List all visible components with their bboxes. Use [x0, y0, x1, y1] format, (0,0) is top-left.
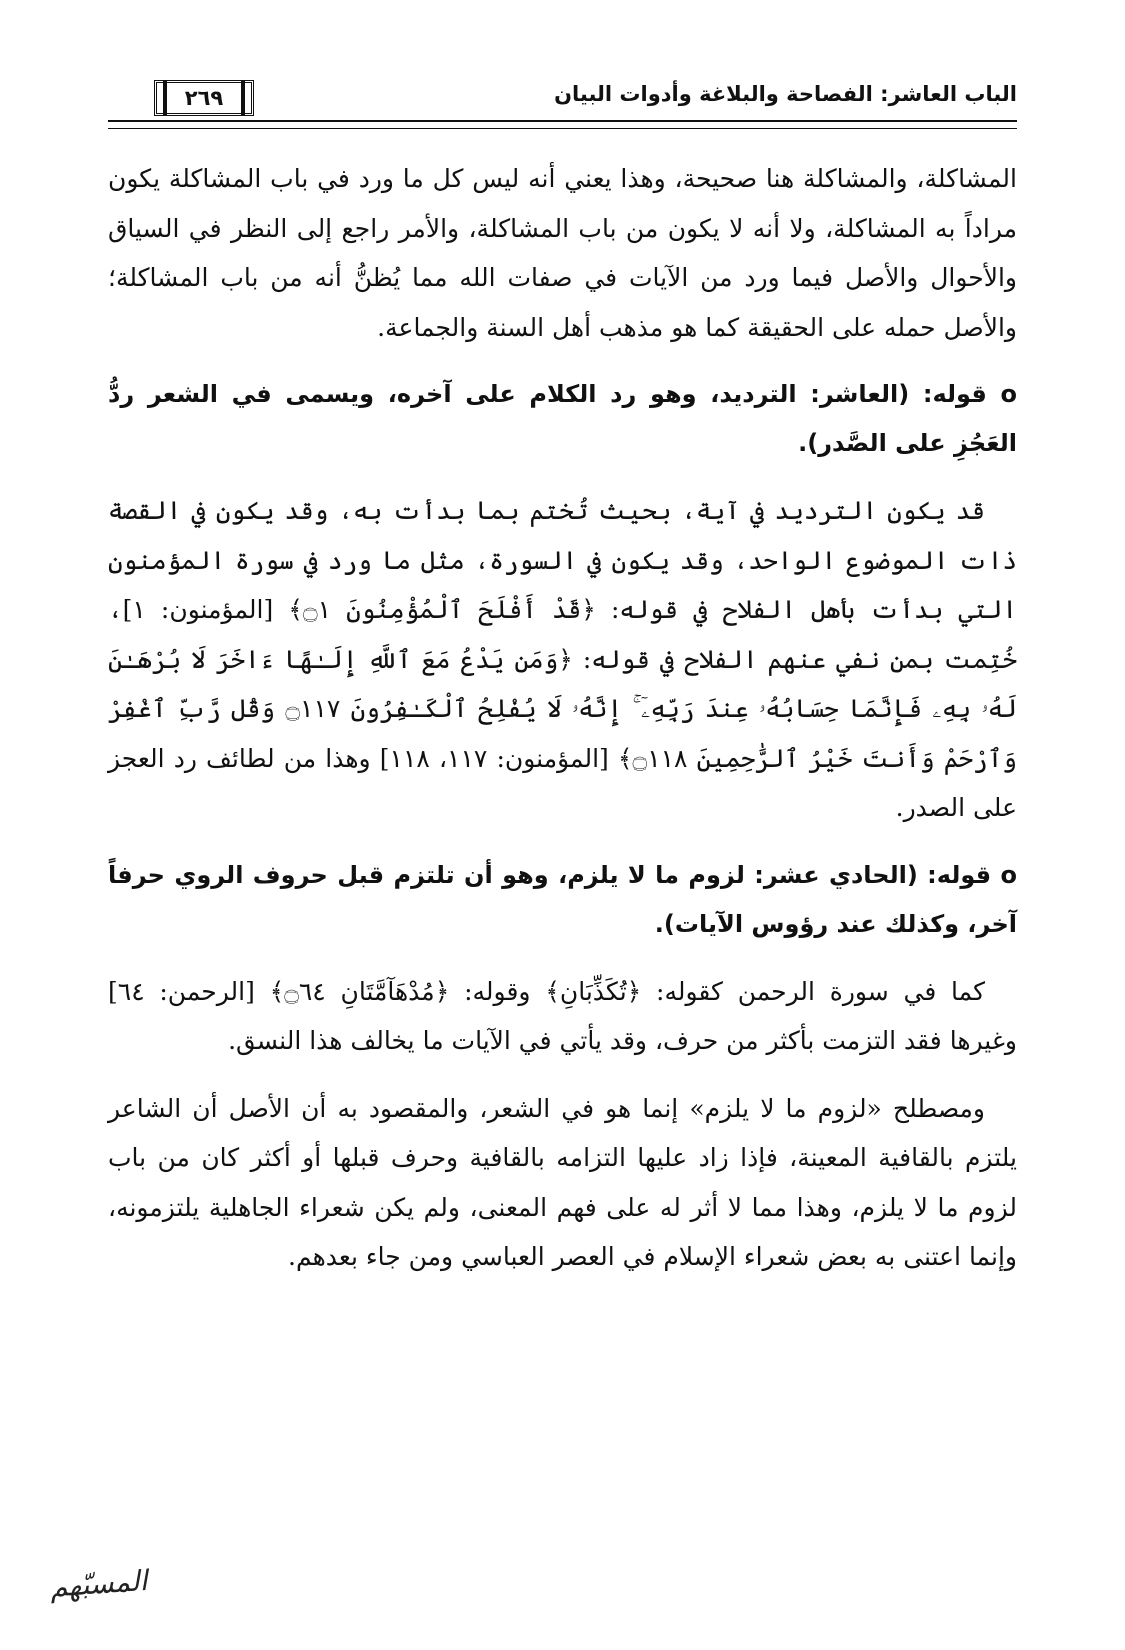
chapter-title: الباب العاشر: الفصاحة والبلاغة وأدوات البيان	[554, 82, 1017, 106]
page-body	[108, 154, 1017, 1282]
page-number: ٢٦٩	[154, 80, 254, 116]
watermark-stamp: المسبّهم	[48, 1563, 149, 1604]
page-header	[108, 72, 1017, 134]
paragraph-tardid: قد يكون الترديد في آية، بحيث تُختم بما بدأت به، وقد يكون في القصة ذات الموضوع الواحد، وقد يكون في السورة، مثل ما ورد في سورة المؤمنون التي بدأت بأهل الفلاح في قوله: ﴿قَدْ أَفْلَحَ ٱلْمُؤْمِنُونَ ۝١﴾ [المؤمنون: ١]، خُتِمت بمن نفي عنهم الفلاح في قوله: ﴿وَمَن يَدْعُ مَعَ ٱللَّهِ إِلَـٰهًا ءَاخَرَ لَا بُرْهَـٰنَ لَهُۥ بِهِۦ فَإِنَّمَا حِسَابُهُۥ عِندَ رَبِّهِۦٓ ۚ إِنَّهُۥ لَا يُفْلِحُ ٱلْكَـٰفِرُونَ ۝١١٧ وَقُل رَّبِّ ٱغْفِرْ وَٱرْحَمْ وَأَنتَ خَيْرُ ٱلرَّٰحِمِينَ ۝١١٨﴾ [المؤمنون: ١١٧، ١١٨] وهذا من لطائف رد العجز على الصدر.	[108, 496, 1018, 822]
header-rule	[108, 120, 1017, 129]
quote-heading-tardid: o قوله: (العاشر: الترديد، وهو رد الكلام على آخره، ويسمى في الشعر ردُّ العَجُزِ على الصَّدر).	[108, 380, 1017, 457]
paragraph-1: المشاكلة، والمشاكلة هنا صحيحة، وهذا يعني أنه ليس كل ما ورد في باب المشاكلة يكون مراداً به المشاكلة، ولا أنه لا يكون من باب المشاكلة، والأمر راجع إلى النظر في السياق والأحوال والأصل فيما ورد من الآيات في صفات الله مما يُظنُّ أنه من باب المشاكلة؛ والأصل حمله على الحقيقة كما هو مذهب أهل السنة والجماعة.	[108, 164, 1017, 342]
paragraph-luzum: ومصطلح «لزوم ما لا يلزم» إنما هو في الشعر، والمقصود به أن الأصل أن الشاعر يلتزم بالقافية المعينة، فإذا زاد عليها التزامه بالقافية وحرف قبلها أو أكثر كان من باب لزوم ما لا يلزم، وهذا مما لا أثر له على فهم المعنى، ولم يكن شعراء الجاهلية يلتزمونه، وإنما اعتنى به بعض شعراء الإسلام في العصر العباسي ومن جاء بعدهم.	[108, 1093, 1017, 1271]
paragraph-rahman: كما في سورة الرحمن كقوله: ﴿تُكَذِّبَانِ﴾ وقوله: ﴿مُدْهَآمَّتَانِ ۝٦٤﴾ [الرحمن: ٦٤] وغيرها فقد التزمت بأكثر من حرف، وقد يأتي في الآيات ما يخالف هذا النسق.	[108, 976, 1017, 1055]
quote-heading-luzum: o قوله: (الحادي عشر: لزوم ما لا يلزم، وهو أن تلتزم قبل حروف الروي حرفاً آخر، وكذلك عند رؤوس الآيات).	[108, 860, 1017, 938]
